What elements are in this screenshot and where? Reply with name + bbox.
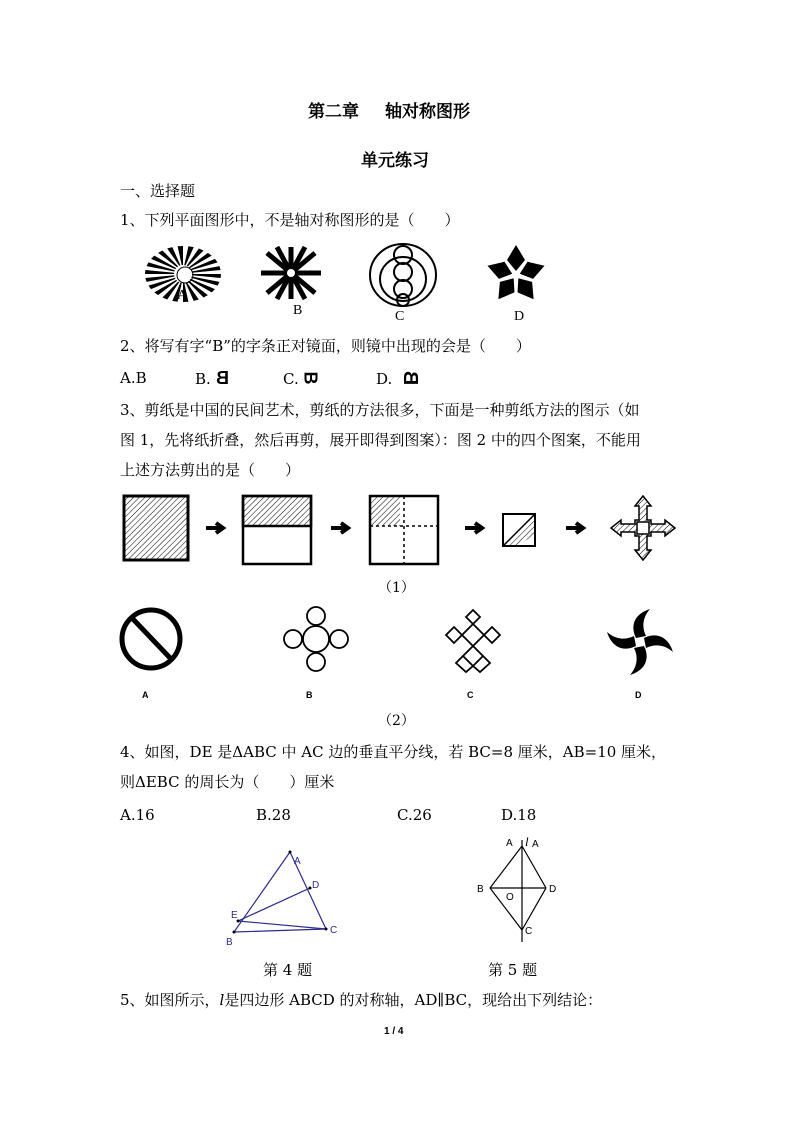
q1-figure-d xyxy=(476,243,556,305)
q1-figure-c xyxy=(368,242,438,308)
question-5-suffix: 是四边形 ABCD 的对称轴，AD∥BC，现给出下列结论： xyxy=(224,991,603,1009)
q2-option-d-label: D. xyxy=(376,370,393,388)
q3-option-a-figure xyxy=(118,606,184,672)
question-3-line-2: 图 1，先将纸折叠，然后再剪，展开即得到图案）：图 2 中的四个图案，不能用 xyxy=(120,431,641,449)
q4-option-c: C.26 xyxy=(397,806,432,824)
q2-option-b-label: B. xyxy=(195,370,211,388)
q5-point-o: O xyxy=(506,892,514,903)
q5-point-b: B xyxy=(477,884,484,895)
question-3-line-3: 上述方法剪出的是（ ） xyxy=(120,461,301,479)
q2-option-d xyxy=(376,368,422,389)
sunburst-wedge xyxy=(145,270,174,274)
section-heading: 一、选择题 xyxy=(120,182,196,200)
q3-label-c: C xyxy=(467,690,474,700)
q4-option-d: D.18 xyxy=(501,806,537,824)
question-1-text: 1、下列平面图形中，不是轴对称图形的是（ ） xyxy=(120,211,460,229)
q2-option-c-label: C. xyxy=(283,370,299,388)
q3-paper-folding-figure xyxy=(118,490,688,570)
q2-option-b xyxy=(195,368,229,389)
q2-option-a: A.B xyxy=(120,369,147,387)
question-5-prefix: 5、如图所示， xyxy=(120,991,220,1009)
page-subtitle: 单元练习 xyxy=(361,151,429,171)
q3-option-b-figure xyxy=(282,605,350,673)
q4-point-c: C xyxy=(330,925,338,936)
q4-point-e: E xyxy=(231,910,238,921)
q4-option-a: A.16 xyxy=(120,806,155,824)
q1-label-b: B xyxy=(293,303,303,318)
q3-option-c-figure xyxy=(440,606,506,676)
q5-figure-caption: 第 5 题 xyxy=(488,961,538,979)
q1-label-c: C xyxy=(395,309,405,324)
q1-figure-b xyxy=(255,245,327,301)
chapter-number: 第二章 xyxy=(308,102,359,122)
q3-caption-1: （1） xyxy=(378,580,415,596)
sunburst-wedge xyxy=(184,246,193,265)
page-number: 1 / 4 xyxy=(384,1026,404,1037)
q3-label-a: A xyxy=(142,690,149,700)
q5-point-c: C xyxy=(525,926,533,937)
q4-point-b: B xyxy=(226,937,233,948)
q4-option-b: B.28 xyxy=(256,806,291,824)
sunburst-wedge xyxy=(192,274,221,278)
chapter-name: 轴对称图形 xyxy=(385,102,470,122)
q1-label-d: D xyxy=(514,309,525,324)
q5-kite-figure xyxy=(470,832,580,944)
q5-point-a: A xyxy=(506,838,513,849)
q5-axis-label-a: A xyxy=(532,839,539,850)
question-3-line-1: 3、剪纸是中国的民间艺术，剪纸的方法很多，下面是一种剪纸方法的图示（如 xyxy=(120,401,640,419)
question-5-axis: l xyxy=(219,991,225,1009)
q5-point-d: D xyxy=(549,884,557,895)
question-2-text: 2、将写有字“B”的字条正对镜面，则镜中出现的会是（ ） xyxy=(120,337,531,355)
q4-figure-caption: 第 4 题 xyxy=(263,961,313,979)
q3-label-b: B xyxy=(306,690,313,700)
q4-triangle-figure xyxy=(222,842,352,950)
q2-mirror-glyph-b: B xyxy=(215,368,229,388)
question-5-text xyxy=(120,990,602,1010)
q3-caption-2: （2） xyxy=(378,713,415,729)
q4-point-d: D xyxy=(312,880,320,891)
chapter-title xyxy=(308,97,470,122)
q3-option-d-figure xyxy=(603,606,677,678)
sunburst-center-ring xyxy=(177,267,193,283)
q2-rotated-glyph-c: B xyxy=(300,371,320,385)
q4-point-a: A xyxy=(294,856,301,867)
q2-rotated-glyph-d: B xyxy=(399,370,422,386)
q3-label-d: D xyxy=(635,690,642,700)
q2-option-c xyxy=(283,368,320,389)
question-4-line-1: 4、如图，DE 是ΔABC 中 AC 边的垂直平分线，若 BC=8 厘米，AB=10 厘米， xyxy=(120,743,667,761)
question-4-line-2: 则ΔEBC 的周长为（ ）厘米 xyxy=(120,773,335,791)
q1-label-a: A xyxy=(177,288,188,303)
q5-axis-l: l xyxy=(525,834,529,849)
